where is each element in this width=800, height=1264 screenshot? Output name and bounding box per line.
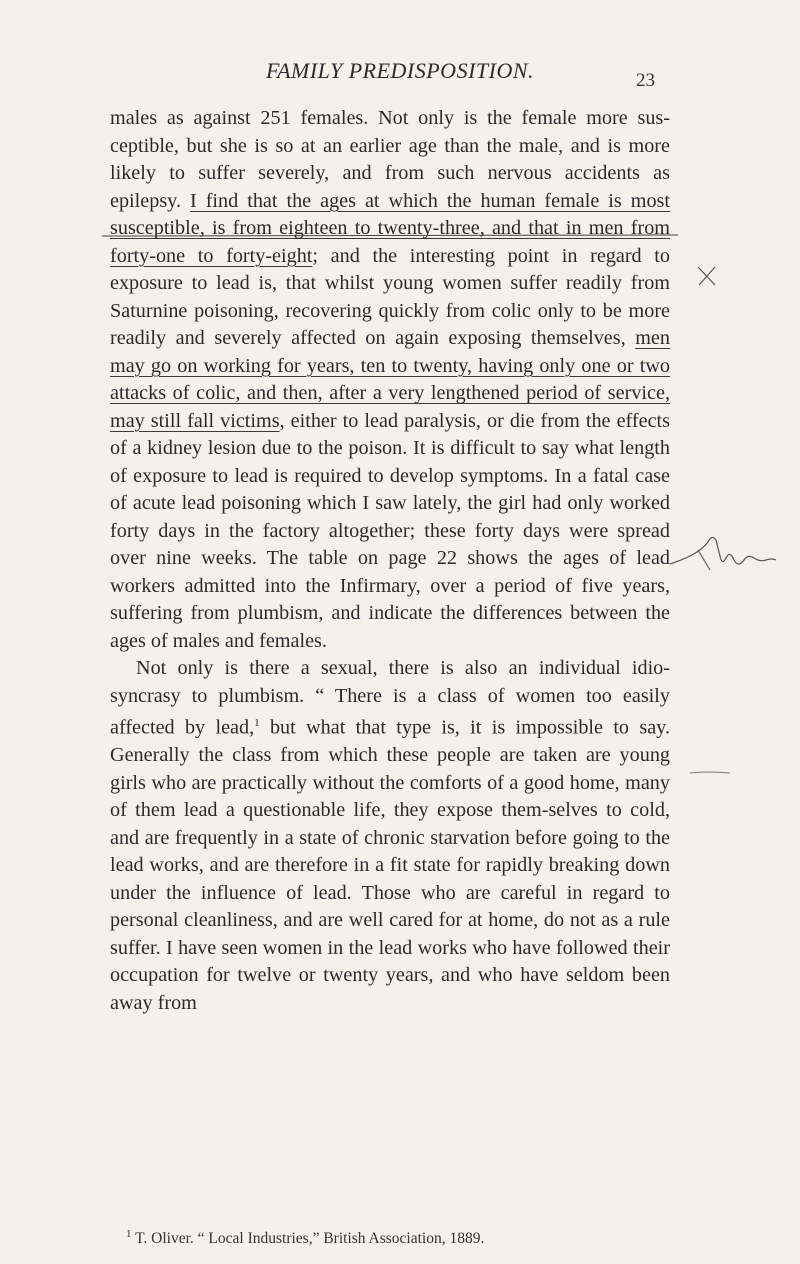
footnote-text: T. Oliver. “ Local Industries,” British Association, 1889.: [131, 1230, 485, 1248]
text-segment: ; and the interesting point in regard to exposure to lead is, that whilst young women suffer readily from Saturnine poisoning, recovering quickly from colic only to be more readily and severely affected on again exposing themselves,: [110, 244, 670, 349]
underlined-passage-female-ages: I find that the ages at which the human female is most susceptible, is from eighteen to twenty-three, and that in men from forty-one to forty-eight: [110, 189, 670, 267]
page-number: 23: [636, 70, 655, 91]
underlined-passage-men-working: men may go on working for years, ten to twenty, having only one or two attacks of colic, and then, after a very lengthened period of service, may still fall victims: [110, 327, 670, 432]
body-text: [110, 105, 670, 1017]
margin-underline-stroke: [100, 230, 680, 240]
running-head: FAMILY PREDISPOSITION.: [265, 58, 535, 83]
text-segment: males as against 251 females. Not only is the female more sus-ceptible, but she is so at an earlier age than the male, and is more likely to suffer severely, and from such nervous accidents as epilepsy.: [110, 107, 670, 212]
margin-scribble-mark: [668, 520, 780, 578]
footnote: [126, 1228, 686, 1248]
text-segment: , either to lead paralysis, or die from the effects of a kidney lesion due to the poison. It is difficult to say what length of exposure to lead is required to develop symptoms. In a fatal case of acute lead poisoning which I saw lately, the girl had only worked forty days in the factory altogether; these forty days were spread over nine weeks. The table on page 22 shows the ages of lead workers admitted into the Infirmary, over a period of five years, suffering from plumbism, and indicate the differences between the ages of males and females.: [110, 409, 670, 652]
margin-cross-mark: [694, 263, 720, 289]
text-segment: but what that type is, it is impossible to say. Generally the class from which these people are taken are young girls who are practically without the comforts of a good home, many of them lead a questionable life, they expose them-selves to cold, and are frequently in a state of chronic starvation before going to the lead works, and are therefore in a fit state for rapidly breaking down under the influence of lead. Those who are careful in regard to personal cleanliness, and are well cared for at home, do not as a rule suffer. I have seen women in the lead works who have followed their occupation for twelve or twenty years, and who have seldom been away from: [110, 716, 670, 1014]
text-segment: Not only is there a sexual, there is also an individual idio-syncrasy to plumbism. “ There is a class of women too easily affected by lead,: [110, 657, 670, 739]
paragraph-2: [110, 655, 670, 1017]
margin-dash-mark: [688, 768, 732, 778]
footnote-marker: 1: [126, 1228, 132, 1240]
footnote-reference: 1: [254, 717, 260, 729]
paragraph-1: [110, 105, 670, 655]
